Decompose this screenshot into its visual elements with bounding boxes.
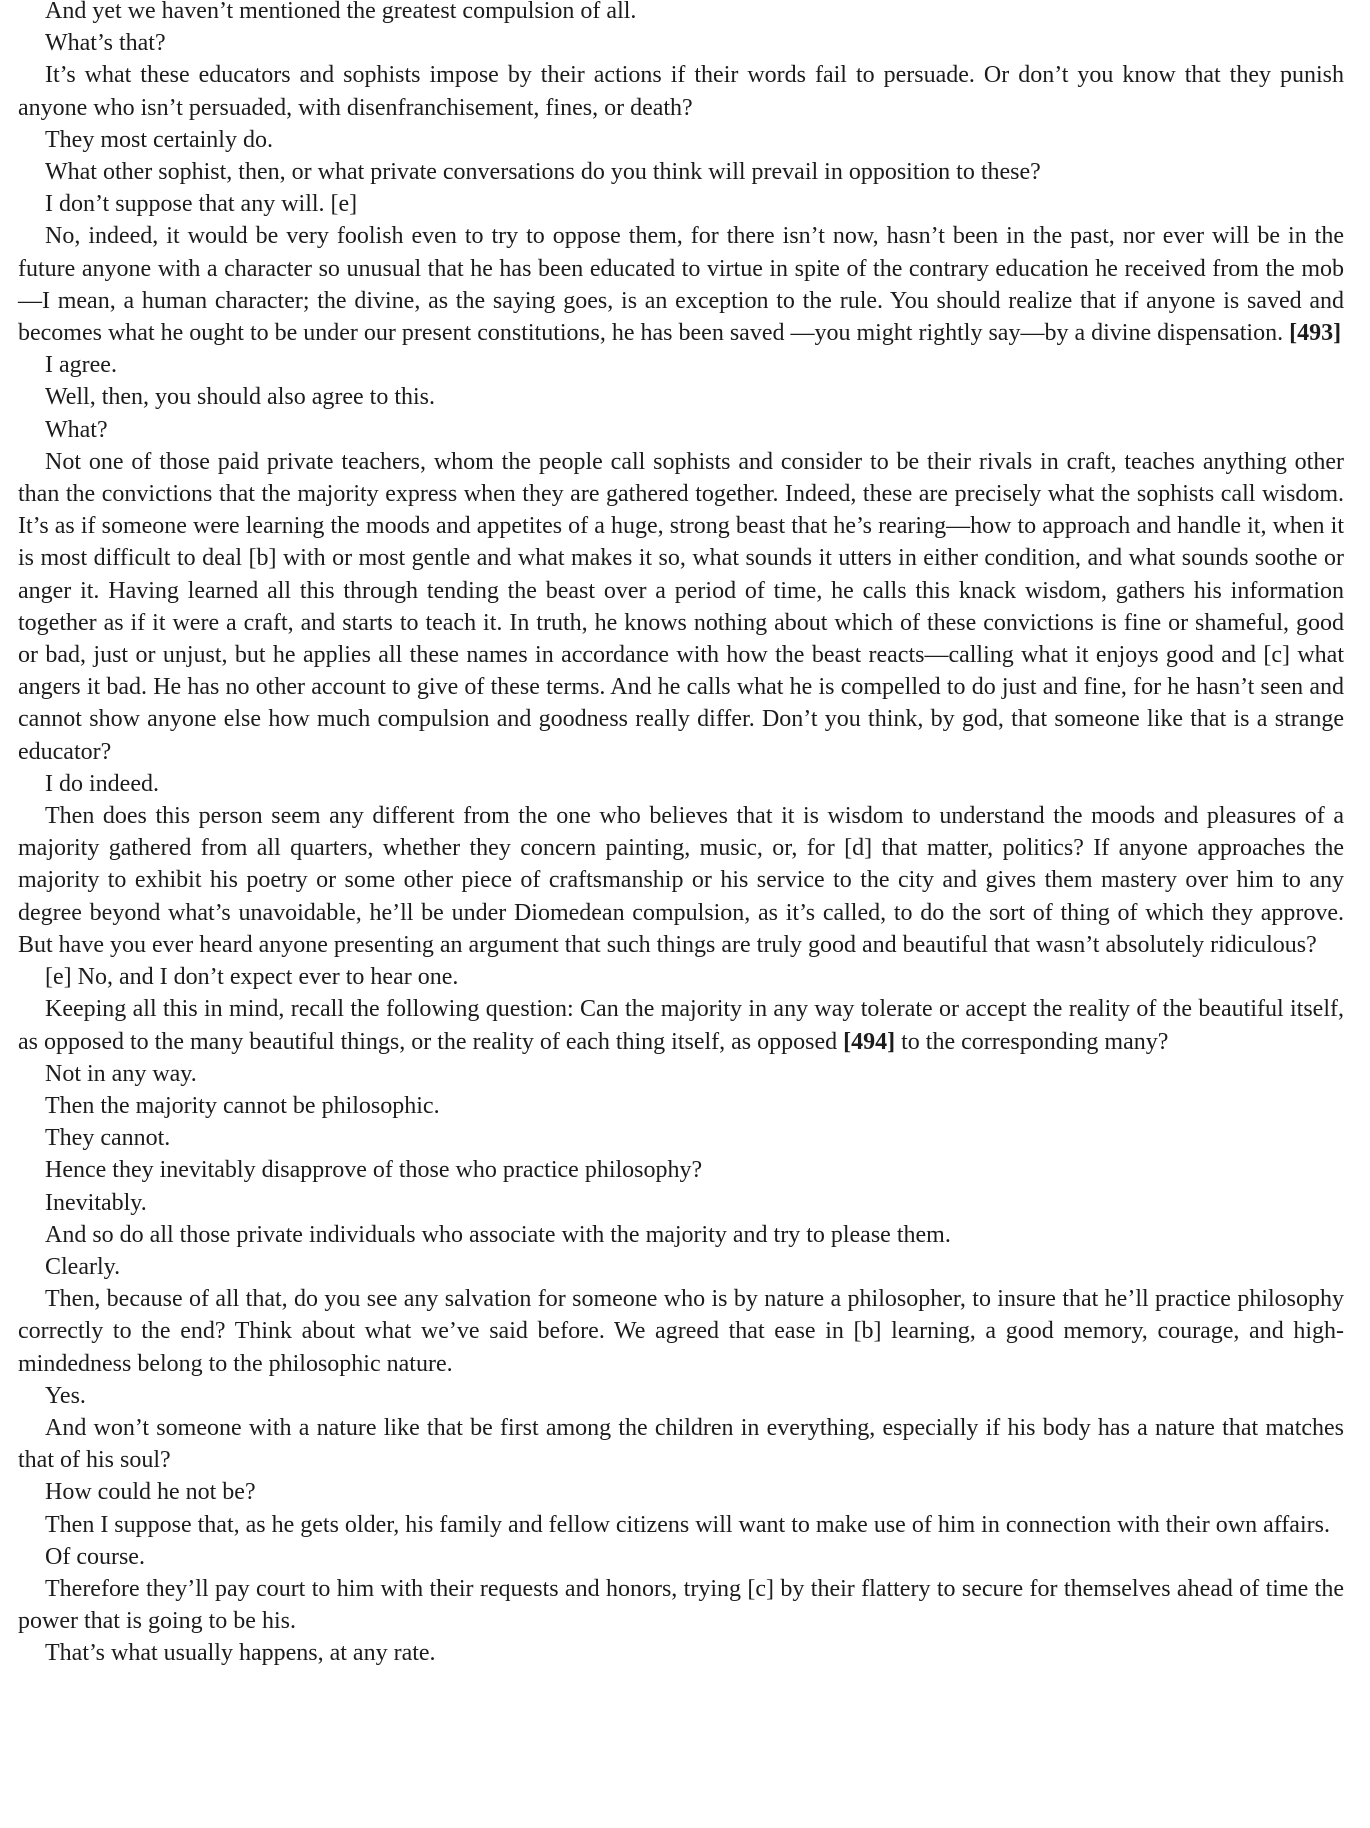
paragraph: That’s what usually happens, at any rate.: [45, 1640, 436, 1667]
paragraph: What?: [45, 416, 108, 443]
paragraph: [e] No, and I don’t expect ever to hear one.: [45, 964, 459, 991]
paragraph: Then I suppose that, as he gets older, his family and fellow citizens will want to make use of him in connection with their own affairs.: [45, 1511, 1330, 1538]
paragraph: Of course.: [45, 1543, 145, 1570]
paragraph: Not one of those paid private teachers, whom the people call sophists and consider to be their rivals in craft, teaches anything other than the convictions that the majority express when they are gathered together. Indeed, these are precisely what the sophists call wisdom. It’s as if someone were learning the moods and appetites of a huge, strong beast that he’s rearing—how to approach and handle it, when it is most difficult to deal [b] with or most gentle and what makes it so, what sounds it utters in either condition, and what sounds soothe or anger it. Having learned all this through tending the beast over a period of time, he calls this knack wisdom, gathers his information together as if it were a craft, and starts to teach it. In truth, he knows nothing about which of these convictions is fine or shameful, good or bad, just or unjust, but he applies all these names in accordance with how the beast reacts—calling what it enjoys good and [c] what angers it bad. He has no other account to give of these terms. And he calls what he is compelled to do just and fine, for he hasn’t seen and cannot show anyone else how much compulsion and goodness really differ. Don’t you think, by god, that someone like that is a strange educator?: [18, 448, 1344, 765]
paragraph-text-tail: to the corresponding many?: [895, 1028, 1169, 1055]
stephanus-marker: [494]: [843, 1028, 896, 1055]
paragraph: Therefore they’ll pay court to him with their requests and honors, trying [c] by their flattery to secure for themselves ahead of time the power that is going to be his.: [18, 1575, 1344, 1635]
paragraph: Yes.: [45, 1382, 86, 1409]
paragraph: Then does this person seem any different from the one who believes that it is wisdom to understand the moods and pleasures of a majority gathered from all quarters, whether they concern painting, music, or, for [d] that matter, politics? If anyone approaches the majority to exhibit his poetry or some other piece of craftsmanship or his service to the city and gives them mastery over him to any degree beyond what’s unavoidable, he’ll be under Diomedean compulsion, as it’s called, to do the sort of thing of which they approve. But have you ever heard anyone presenting an argument that such things are truly good and beautiful that wasn’t absolutely ridiculous?: [18, 803, 1344, 958]
paragraph: Hence they inevitably disapprove of those who practice philosophy?: [45, 1157, 703, 1184]
paragraph: Clearly.: [45, 1253, 121, 1280]
paragraph: [18, 993, 1344, 1057]
paragraph-text: No, indeed, it would be very foolish even to try to oppose them, for there isn’t now, hasn’t been in the past, nor ever will be in the future anyone with a character so unusual that he has been educated to virtue in spite of the contrary education he received from the mob—I mean, a human character; the divine, as the saying goes, is an exception to the rule. You should realize that if anyone is saved and becomes what he ought to be under our present constitutions, he has been saved —you might rightly say—by a divine dispensation.: [18, 223, 1344, 347]
paragraph: Then, because of all that, do you see any salvation for someone who is by nature a philosopher, to insure that he’ll practice philosophy correctly to the end? Think about what we’ve said before. We agreed that ease in [b] learning, a good memory, courage, and high-mindedness belong to the philosophic nature.: [18, 1286, 1344, 1377]
paragraph: I do indeed.: [45, 770, 159, 797]
paragraph: It’s what these educators and sophists impose by their actions if their words fail to persuade. Or don’t you know that they punish anyone who isn’t persuaded, with disenfranchisement, fines, or death?: [18, 62, 1344, 121]
paragraph: And yet we haven’t mentioned the greatest compulsion of all.: [45, 0, 637, 24]
paragraph: I agree.: [45, 352, 117, 379]
paragraph: I don’t suppose that any will. [e]: [45, 191, 358, 218]
paragraph: And so do all those private individuals who associate with the majority and try to please them.: [45, 1221, 951, 1248]
paragraph: How could he not be?: [45, 1479, 256, 1506]
paragraph: [18, 220, 1344, 349]
paragraph-text: Keeping all this in mind, recall the following question: Can the majority in any way tolerate or accept the reality of the beautiful itself, as opposed to the many beautiful things, or the reality of each thing itself, as opposed: [18, 996, 1344, 1055]
paragraph: Well, then, you should also agree to this.: [45, 384, 435, 411]
paragraph: What other sophist, then, or what private conversations do you think will prevail in opposition to these?: [45, 159, 1041, 186]
paragraph: They most certainly do.: [45, 126, 273, 153]
paragraph: Then the majority cannot be philosophic.: [45, 1092, 440, 1119]
paragraph: What’s that?: [45, 30, 166, 57]
paragraph: Not in any way.: [45, 1060, 197, 1087]
stephanus-marker: [493]: [1289, 320, 1342, 347]
paragraph: They cannot.: [45, 1125, 171, 1152]
paragraph: Inevitably.: [45, 1189, 147, 1216]
paragraph: And won’t someone with a nature like that be first among the children in everything, especially if his body has a nature that matches that of his soul?: [18, 1414, 1344, 1474]
